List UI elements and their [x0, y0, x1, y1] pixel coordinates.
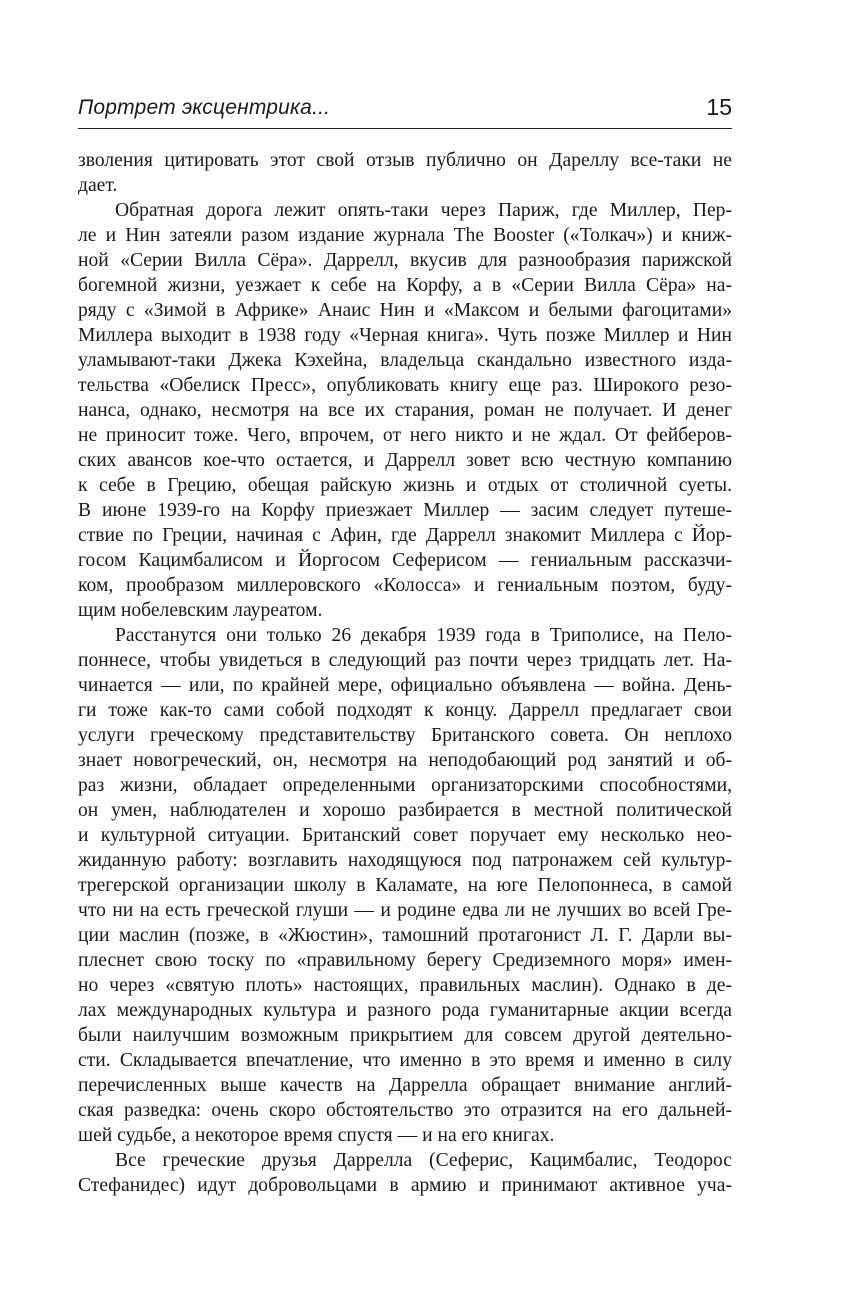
text-line: лах международных культура и разного рода гуманитарные акции всегда — [78, 1000, 732, 1021]
text-line: сти. Складывается впечатление, что именно в это время и именно в силу — [78, 1050, 732, 1071]
paragraph — [78, 148, 732, 198]
paragraph — [78, 1148, 732, 1198]
text-line: ская разведка: очень скоро обстоятельство это отразится на его дальней- — [78, 1100, 732, 1121]
text-line: знает новогреческий, он, несмотря на неподобающий род занятий и об- — [78, 750, 732, 771]
text-line: Обратная дорога лежит опять-таки через Париж, где Миллер, Пер- — [115, 200, 732, 221]
text-line: он умен, наблюдателен и хорошо разбирается в местной политической — [78, 800, 732, 821]
text-line: богемной жизни, уезжает к себе на Корфу, а в «Серии Вилла Сёра» на- — [78, 275, 732, 296]
text-line: и культурной ситуации. Британский совет поручает ему несколько нео- — [78, 825, 732, 846]
running-head — [78, 92, 732, 129]
text-line: раз жизни, обладает определенными организаторскими способностями, — [78, 775, 732, 796]
text-line: жиданную работу: возглавить находящуюся под патронажем сей культур- — [78, 850, 732, 871]
text-line: уламывают-таки Джека Кэхейна, владельца скандально известного изда- — [78, 350, 732, 371]
text-line: шей судьбе, а некоторое время спустя — и на его книгах. — [78, 1125, 555, 1146]
text-line: ции маслин (позже, в «Жюстин», тамошний протагонист Л. Г. Дарли вы- — [78, 925, 732, 946]
text-line: тельства «Обелиск Пресс», опубликовать книгу еще раз. Широкого резо- — [78, 375, 732, 396]
text-line: нанса, однако, несмотря на все их старания, роман не получает. И денег — [78, 400, 732, 421]
text-line: госом Кацимбалисом и Йоргосом Сеферисом — гениальным рассказчи- — [78, 550, 732, 571]
text-line: дает. — [78, 175, 118, 196]
text-line: В июне 1939-го на Корфу приезжает Миллер — засим следует путеше- — [78, 500, 732, 521]
text-line: ствие по Греции, начиная с Афин, где Даррелл знакомит Миллера с Йор- — [78, 525, 732, 546]
text-line: Миллера выходит в 1938 году «Черная книга». Чуть позже Миллер и Нин — [78, 325, 732, 346]
text-line: ком, прообразом миллеровского «Колосса» и гениальным поэтом, буду- — [78, 575, 732, 596]
text-line: ги тоже как-то сами собой подходят к концу. Даррелл предлагает свои — [78, 700, 732, 721]
text-line: ле и Нин затеяли разом издание журнала The Booster («Толкач») и книж- — [78, 225, 732, 246]
text-line: не приносит тоже. Чего, впрочем, от него никто и не ждал. От фейберов- — [78, 425, 732, 446]
text-line: ских авансов кое-что остается, и Даррелл зовет всю честную компанию — [78, 450, 732, 471]
text-line: Все греческие друзья Даррелла (Сеферис, Кацимбалис, Теодорос — [115, 1150, 732, 1171]
body-text — [78, 148, 732, 1198]
paragraph — [78, 623, 732, 1148]
text-line: плеснет свою тоску по «правильному берегу Средиземного моря» имен- — [78, 950, 732, 971]
text-line: Стефанидес) идут добровольцами в армию и принимают активное уча- — [78, 1175, 732, 1196]
text-line: перечисленных выше качеств на Даррелла обращает внимание англий- — [78, 1075, 732, 1096]
text-line: но через «святую плоть» настоящих, правильных маслин). Однако в де- — [78, 975, 732, 996]
text-line: зволения цитировать этот свой отзыв публично он Дареллу все-таки не — [78, 150, 732, 171]
paragraph — [78, 198, 732, 623]
text-line: что ни на есть греческой глуши — и родине едва ли не лучших во всей Гре- — [78, 900, 732, 921]
page-number: 15 — [706, 94, 732, 120]
text-line: чинается — или, по крайней мере, официально объявлена — война. День- — [78, 675, 732, 696]
running-title: Портрет эксцентрика... — [78, 96, 331, 119]
text-line: трегерской организации школу в Каламате, на юге Пелопоннеса, в самой — [78, 875, 732, 896]
text-line: были наилучшим возможным прикрытием для совсем другой деятельно- — [78, 1025, 732, 1046]
text-line: услуги греческому представительству Британского совета. Он неплохо — [78, 725, 732, 746]
text-line: щим нобелевским лауреатом. — [78, 600, 323, 621]
text-line: поннесе, чтобы увидеться в следующий раз почти через тридцать лет. На- — [78, 650, 732, 671]
text-line: Расстанутся они только 26 декабря 1939 года в Триполисе, на Пело- — [115, 625, 732, 646]
text-line: ряду с «Зимой в Африке» Анаис Нин и «Максом и белыми фагоцитами» — [78, 300, 732, 321]
text-line: к себе в Грецию, обещая райскую жизнь и отдых от столичной суеты. — [78, 475, 732, 496]
text-line: ной «Серии Вилла Сёра». Даррелл, вкусив для разнообразия парижской — [78, 250, 732, 271]
